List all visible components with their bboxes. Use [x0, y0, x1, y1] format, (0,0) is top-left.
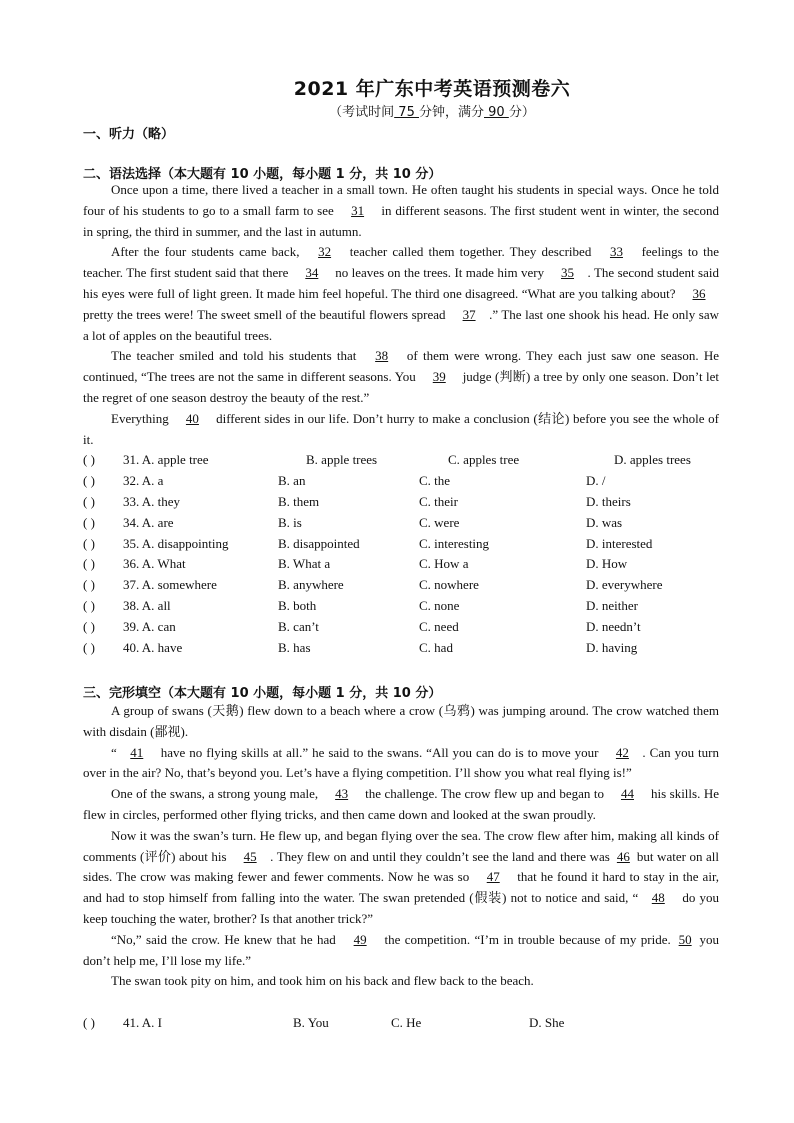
blank-34: 34 [305, 265, 319, 281]
text-segment: One of the swans, a strong young male, [111, 786, 322, 802]
text-segment: teacher called them together. They described [344, 244, 597, 260]
text-segment: in different seasons. The first student went in winter, the second in spring, the third in summer, and the last in autumn. [83, 202, 719, 239]
answer-box[interactable]: ( ) [83, 619, 95, 634]
text-segment: C. their [419, 494, 458, 509]
text-segment: D. interested [586, 536, 653, 551]
text-segment: . The second student said his eyes were full of light green. It made him feel hopeful. The third one disagreed. “What are you talking about? [83, 265, 719, 301]
text-segment: B. anywhere [278, 577, 344, 592]
question-32 [83, 473, 723, 493]
text-segment: D. theirs [586, 494, 631, 509]
answer-box[interactable]: ( ) [83, 473, 95, 488]
grammar-paragraph [83, 242, 719, 346]
text-segment: feelings to the teacher. The first student said that there [83, 244, 719, 281]
text-segment: Once upon a time, there lived a teacher in a small town. He often taught his students in special ways. Once he told four of his students to go to a small farm to see [83, 182, 719, 218]
blank-49: 49 [353, 931, 367, 947]
text-segment: his skills. He flew in circles, performed other flying tricks, and then came down and looked at the swan proudly. [83, 786, 719, 822]
text-segment: do you keep touching the water, brother? Is that another trick?” [83, 890, 719, 926]
text-segment: C. nowhere [419, 577, 479, 592]
exam-score: 90 [484, 105, 509, 120]
exam-info-post: 分） [508, 105, 535, 120]
text-segment: of them were wrong. They each just saw one season. He continued, “The trees are not the same in different seasons. You [83, 348, 720, 385]
text-segment: C. He [391, 1015, 422, 1030]
text-segment: C. none [419, 598, 460, 613]
text-segment: “No,” said the crow. He knew that he had [111, 931, 341, 947]
text-segment: C. apples tree [448, 452, 520, 467]
blank-37: 37 [462, 306, 476, 322]
grammar-passage [83, 180, 719, 450]
text-segment: D. everywhere [586, 577, 663, 592]
text-segment: D. apples trees [614, 452, 691, 467]
text-segment: 32. A. a [123, 473, 164, 488]
blank-31: 31 [351, 202, 365, 218]
text-segment: D. / [586, 473, 606, 488]
answer-box[interactable]: ( ) [83, 577, 95, 592]
grammar-paragraph [83, 180, 719, 242]
text-segment: B. has [278, 640, 311, 655]
cloze-passage [83, 701, 719, 992]
blank-39: 39 [432, 369, 446, 385]
exam-info-mid: 分钟，满分 [418, 105, 484, 120]
text-segment: B. What a [278, 556, 331, 571]
answer-box[interactable]: ( ) [83, 494, 95, 509]
text-segment: C. interesting [419, 536, 490, 551]
question-37 [83, 577, 723, 597]
text-segment: that he found it hard to stay in the air, and had to stop himself from falling into the water. The swan pretended (假装) not to notice and said, “ [83, 869, 719, 906]
text-segment: After the four students came back, [111, 244, 305, 260]
cloze-paragraph: A group of swans (天鹅) flew down to a beach where a crow (乌鸦) was jumping around. The crow watched them with disdain (鄙视). [83, 703, 719, 739]
section-cloze-heading: 三、完形填空（本大题有 10 小题，每小题 1 分，共 10 分） [83, 686, 442, 701]
text-segment: B. You [293, 1015, 329, 1030]
text-segment: 34. A. are [123, 515, 174, 530]
question-41 [83, 1015, 723, 1035]
blank-45: 45 [243, 848, 257, 864]
grammar-paragraph [83, 409, 719, 451]
title-text: 2021 年广东中考英语预测卷六 [293, 78, 571, 100]
blank-42: 42 [615, 744, 629, 760]
question-39 [83, 619, 723, 639]
text-segment: B. can’t [278, 619, 319, 634]
text-segment: 38. A. all [123, 598, 171, 613]
cloze-paragraph [83, 930, 719, 972]
text-segment: but water on all sides. The crow was making fewer and fewer comments. Now he was so [83, 848, 719, 885]
text-segment: 37. A. somewhere [123, 577, 217, 592]
answer-box[interactable]: ( ) [83, 515, 95, 530]
blank-44: 44 [620, 786, 634, 802]
question-40 [83, 640, 723, 660]
text-segment: . They flew on and until they couldn’t see the land and there was [270, 848, 614, 864]
text-segment: D. neither [586, 598, 638, 613]
blank-38: 38 [375, 348, 389, 364]
text-segment: B. an [278, 473, 306, 488]
text-segment: 39. A. can [123, 619, 176, 634]
text-segment: Now it was the swan’s turn. He flew up, and began flying over the sea. The crow flew after him, making all kinds of comments (评价) about his [83, 827, 719, 864]
section-grammar-heading: 二、语法选择（本大题有 10 小题，每小题 1 分，共 10 分） [83, 167, 442, 182]
cloze-paragraph [83, 743, 719, 785]
blank-36: 36 [692, 285, 706, 301]
text-segment: judge (判断) a tree by only one season. Don’t let the regret of one season destroy the beauty of the rest.” [83, 369, 720, 405]
text-segment: C. need [419, 619, 459, 634]
text-segment: C. How a [419, 556, 469, 571]
exam-info-pre: （考试时间 [329, 105, 395, 120]
text-segment: 31. A. apple tree [123, 452, 209, 467]
blank-46: 46 [616, 848, 630, 864]
text-segment: have no flying skills at all.” he said to the swans. “All you can do is to move your [156, 744, 603, 760]
text-segment: B. apple trees [306, 452, 378, 467]
text-segment: D. having [586, 640, 638, 655]
text-segment: the challenge. The crow flew up and began to [361, 786, 608, 802]
blank-41: 41 [130, 744, 144, 760]
answer-box[interactable]: ( ) [83, 598, 95, 613]
answer-box[interactable]: ( ) [83, 452, 95, 467]
text-segment: B. disappointed [278, 536, 360, 551]
question-36 [83, 556, 723, 576]
question-33 [83, 494, 723, 514]
text-segment: 35. A. disappointing [123, 536, 229, 551]
answer-box[interactable]: ( ) [83, 1015, 95, 1030]
text-segment: 40. A. have [123, 640, 183, 655]
text-segment: B. both [278, 598, 317, 613]
exam-info [0, 101, 794, 120]
text-segment: 33. A. they [123, 494, 181, 509]
text-segment: the competition. “I’m in trouble because of my pride. [380, 931, 676, 947]
answer-box[interactable]: ( ) [83, 556, 95, 571]
text-segment: 36. A. What [123, 556, 186, 571]
text-segment: C. the [419, 473, 451, 488]
answer-box[interactable]: ( ) [83, 536, 95, 551]
text-segment: no leaves on the trees. It made him very [331, 265, 548, 281]
text-segment: C. had [419, 640, 453, 655]
text-segment: D. How [586, 556, 628, 571]
grammar-paragraph [83, 346, 719, 408]
answer-box[interactable]: ( ) [83, 640, 95, 655]
cloze-paragraph [83, 826, 719, 930]
blank-50: 50 [678, 931, 692, 947]
text-segment: B. is [278, 515, 302, 530]
text-segment: “ [111, 744, 117, 760]
blank-33: 33 [609, 244, 623, 260]
section-listening-heading: 一、听力（略） [83, 127, 175, 142]
question-31 [83, 452, 723, 472]
blank-40: 40 [185, 410, 199, 426]
text-segment: The teacher smiled and told his students that [111, 348, 362, 364]
text-segment: Everything [111, 410, 173, 426]
blank-43: 43 [335, 786, 349, 802]
text-segment: different sides in our life. Don’t hurry to make a conclusion (结论) before you see the whole of it. [83, 410, 719, 447]
exam-time: 75 [394, 105, 419, 120]
text-segment: .” The last one shook his head. He only saw a lot of apples on the beautiful trees. [83, 306, 720, 343]
blank-47: 47 [486, 869, 500, 885]
text-segment: B. them [278, 494, 320, 509]
text-segment: . Can you turn over in the air? No, that’s beyond you. Let’s have a flying competition. I’ll show you what real flying is!” [83, 744, 719, 781]
text-segment: D. needn’t [586, 619, 641, 634]
blank-48: 48 [651, 890, 665, 906]
question-34 [83, 515, 723, 535]
question-35 [83, 536, 723, 556]
cloze-paragraph [83, 784, 719, 826]
text-segment: 41. A. I [123, 1015, 162, 1030]
page-title [0, 74, 794, 101]
text-segment: D. She [529, 1015, 565, 1030]
cloze-paragraph: The swan took pity on him, and took him on his back and flew back to the beach. [111, 973, 534, 989]
text-segment: D. was [586, 515, 623, 530]
blank-32: 32 [318, 244, 332, 260]
text-segment: C. were [419, 515, 460, 530]
text-segment: you don’t help me, I’ll lose my life.” [83, 931, 719, 968]
blank-35: 35 [561, 265, 575, 281]
question-38 [83, 598, 723, 618]
text-segment: pretty the trees were! The sweet smell of the beautiful flowers spread [83, 306, 450, 322]
